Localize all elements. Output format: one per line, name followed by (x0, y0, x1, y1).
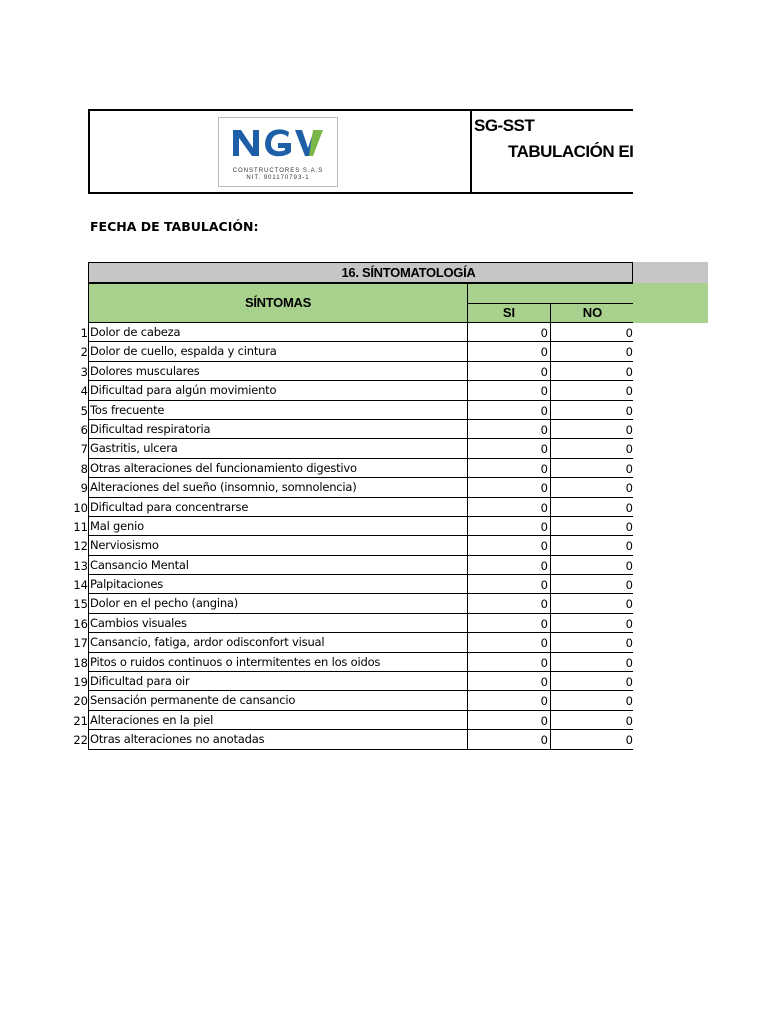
si-count[interactable]: 0 (467, 711, 551, 730)
symptom-name: Tos frecuente (88, 401, 468, 420)
symptom-name: Cansancio Mental (88, 556, 468, 575)
si-count[interactable]: 0 (467, 381, 551, 400)
row-number[interactable]: 4 (80, 384, 88, 399)
symptom-name: Dificultad para oir (88, 672, 468, 691)
symptom-name: Dolor de cuello, espalda y cintura (88, 342, 468, 361)
header-extension (633, 283, 708, 323)
no-count[interactable]: 0 (550, 420, 633, 439)
ngv-logo-icon (219, 118, 337, 166)
si-count[interactable]: 0 (467, 536, 551, 555)
si-count[interactable]: 0 (467, 691, 551, 710)
si-count[interactable]: 0 (467, 420, 551, 439)
table-row (0, 381, 633, 400)
section-title-extension (633, 262, 708, 283)
row-number[interactable]: 7 (80, 442, 88, 457)
table-row (0, 342, 633, 361)
row-number[interactable]: 13 (73, 558, 88, 573)
symptom-name: Nerviosismo (88, 536, 468, 555)
table-row (0, 478, 633, 497)
table-row (0, 730, 633, 749)
logo-nit: NIT. 901170793-1 (246, 175, 310, 181)
table-row (0, 614, 633, 633)
symptom-name: Alteraciones del sueño (insomnio, somnolencia) (88, 478, 468, 497)
table-row (0, 536, 633, 555)
row-number[interactable]: 10 (73, 500, 88, 515)
fecha-label: FECHA DE TABULACIÓN: (90, 219, 259, 234)
row-number[interactable]: 15 (73, 597, 88, 612)
no-count[interactable]: 0 (550, 614, 633, 633)
table-row (0, 653, 633, 672)
si-count[interactable]: 0 (467, 401, 551, 420)
symptom-name: Mal genio (88, 517, 468, 536)
no-count[interactable]: 0 (550, 691, 633, 710)
table-row (0, 633, 633, 652)
column-header-no: NO (550, 303, 633, 323)
symptom-table-body (0, 323, 633, 750)
row-number[interactable]: 8 (80, 461, 88, 476)
no-count[interactable]: 0 (550, 672, 633, 691)
no-count[interactable]: 0 (550, 381, 633, 400)
section-title-text: 16. SÍNTOMATOLOGÍA (341, 265, 476, 280)
symptom-name: Pitos o ruidos continuos o intermitentes en los oidos (88, 653, 468, 672)
no-count[interactable]: 0 (550, 517, 633, 536)
symptom-name: Otras alteraciones del funcionamiento digestivo (88, 459, 468, 478)
row-number[interactable]: 17 (73, 636, 88, 651)
header-divider (470, 111, 472, 192)
si-count[interactable]: 0 (467, 672, 551, 691)
table-row (0, 575, 633, 594)
no-count[interactable]: 0 (550, 633, 633, 652)
document-code: SG-SST (474, 116, 535, 135)
symptom-name: Dificultad para algún movimiento (88, 381, 468, 400)
row-number[interactable]: 16 (73, 616, 88, 631)
no-count[interactable]: 0 (550, 575, 633, 594)
logo-subtitle: CONSTRUCTORES S.A.S (232, 168, 324, 174)
si-count[interactable]: 0 (467, 653, 551, 672)
table-row (0, 401, 633, 420)
symptom-name: Dolores musculares (88, 362, 468, 381)
table-row (0, 459, 633, 478)
table-row (0, 323, 633, 342)
no-count[interactable]: 0 (550, 556, 633, 575)
si-count[interactable]: 0 (467, 730, 551, 749)
company-logo (218, 117, 338, 187)
symptom-name: Dificultad respiratoria (88, 420, 468, 439)
no-count[interactable]: 0 (550, 323, 633, 342)
symptom-name: Dificultad para concentrarse (88, 498, 468, 517)
column-header-si: SI (467, 303, 551, 323)
si-count[interactable]: 0 (467, 498, 551, 517)
table-row (0, 498, 633, 517)
symptom-name: Alteraciones en la piel (88, 711, 468, 730)
si-count[interactable]: 0 (467, 342, 551, 361)
si-count[interactable]: 0 (467, 556, 551, 575)
no-count[interactable]: 0 (550, 362, 633, 381)
no-count[interactable]: 0 (550, 478, 633, 497)
si-count[interactable]: 0 (467, 362, 551, 381)
symptom-name: Dolor de cabeza (88, 323, 468, 342)
si-count[interactable]: 0 (467, 323, 551, 342)
table-row (0, 672, 633, 691)
no-count[interactable]: 0 (550, 653, 633, 672)
no-count[interactable]: 0 (550, 730, 633, 749)
table-row (0, 517, 633, 536)
no-count[interactable]: 0 (550, 498, 633, 517)
row-number[interactable]: 5 (80, 403, 88, 418)
table-row (0, 439, 633, 458)
row-number[interactable]: 1 (80, 326, 88, 340)
symptom-name: Gastritis, ulcera (88, 439, 468, 458)
row-number[interactable]: 2 (80, 345, 88, 360)
si-count[interactable]: 0 (467, 439, 551, 458)
row-number[interactable]: 11 (73, 519, 88, 534)
column-group-header (467, 283, 633, 304)
section-title (88, 262, 633, 283)
symptom-name: Cansancio, fatiga, ardor odisconfort visual (88, 633, 468, 652)
table-row (0, 711, 633, 730)
si-count[interactable]: 0 (467, 614, 551, 633)
si-count[interactable]: 0 (467, 633, 551, 652)
table-row (0, 594, 633, 613)
table-row (0, 420, 633, 439)
row-number[interactable]: 21 (73, 713, 88, 728)
si-count[interactable]: 0 (467, 459, 551, 478)
no-count[interactable]: 0 (550, 459, 633, 478)
no-count[interactable]: 0 (550, 711, 633, 730)
document-title: TABULACIÓN EI (508, 142, 633, 161)
table-row (0, 556, 633, 575)
symptom-name: Cambios visuales (88, 614, 468, 633)
si-count[interactable]: 0 (467, 594, 551, 613)
symptom-name: Sensación permanente de cansancio (88, 691, 468, 710)
row-number[interactable]: 19 (73, 675, 88, 690)
row-number[interactable]: 18 (73, 655, 88, 670)
no-count[interactable]: 0 (550, 536, 633, 555)
si-count[interactable]: 0 (467, 575, 551, 594)
si-count[interactable]: 0 (467, 517, 551, 536)
no-count[interactable]: 0 (550, 594, 633, 613)
row-number[interactable]: 14 (73, 578, 88, 593)
symptom-name: Dolor en el pecho (angina) (88, 594, 468, 613)
row-number[interactable]: 3 (80, 364, 88, 379)
column-header-sintomas: SÍNTOMAS (88, 283, 468, 323)
table-row (0, 691, 633, 710)
no-count[interactable]: 0 (550, 439, 633, 458)
symptom-name: Otras alteraciones no anotadas (88, 730, 468, 749)
symptom-name: Palpitaciones (88, 575, 468, 594)
si-count[interactable]: 0 (467, 478, 551, 497)
no-count[interactable]: 0 (550, 401, 633, 420)
no-count[interactable]: 0 (550, 342, 633, 361)
table-row (0, 362, 633, 381)
row-number[interactable]: 20 (73, 694, 88, 709)
row-number[interactable]: 6 (80, 422, 88, 437)
row-number[interactable]: 22 (73, 733, 88, 748)
row-number[interactable]: 12 (73, 539, 88, 554)
row-number[interactable]: 9 (80, 481, 88, 496)
